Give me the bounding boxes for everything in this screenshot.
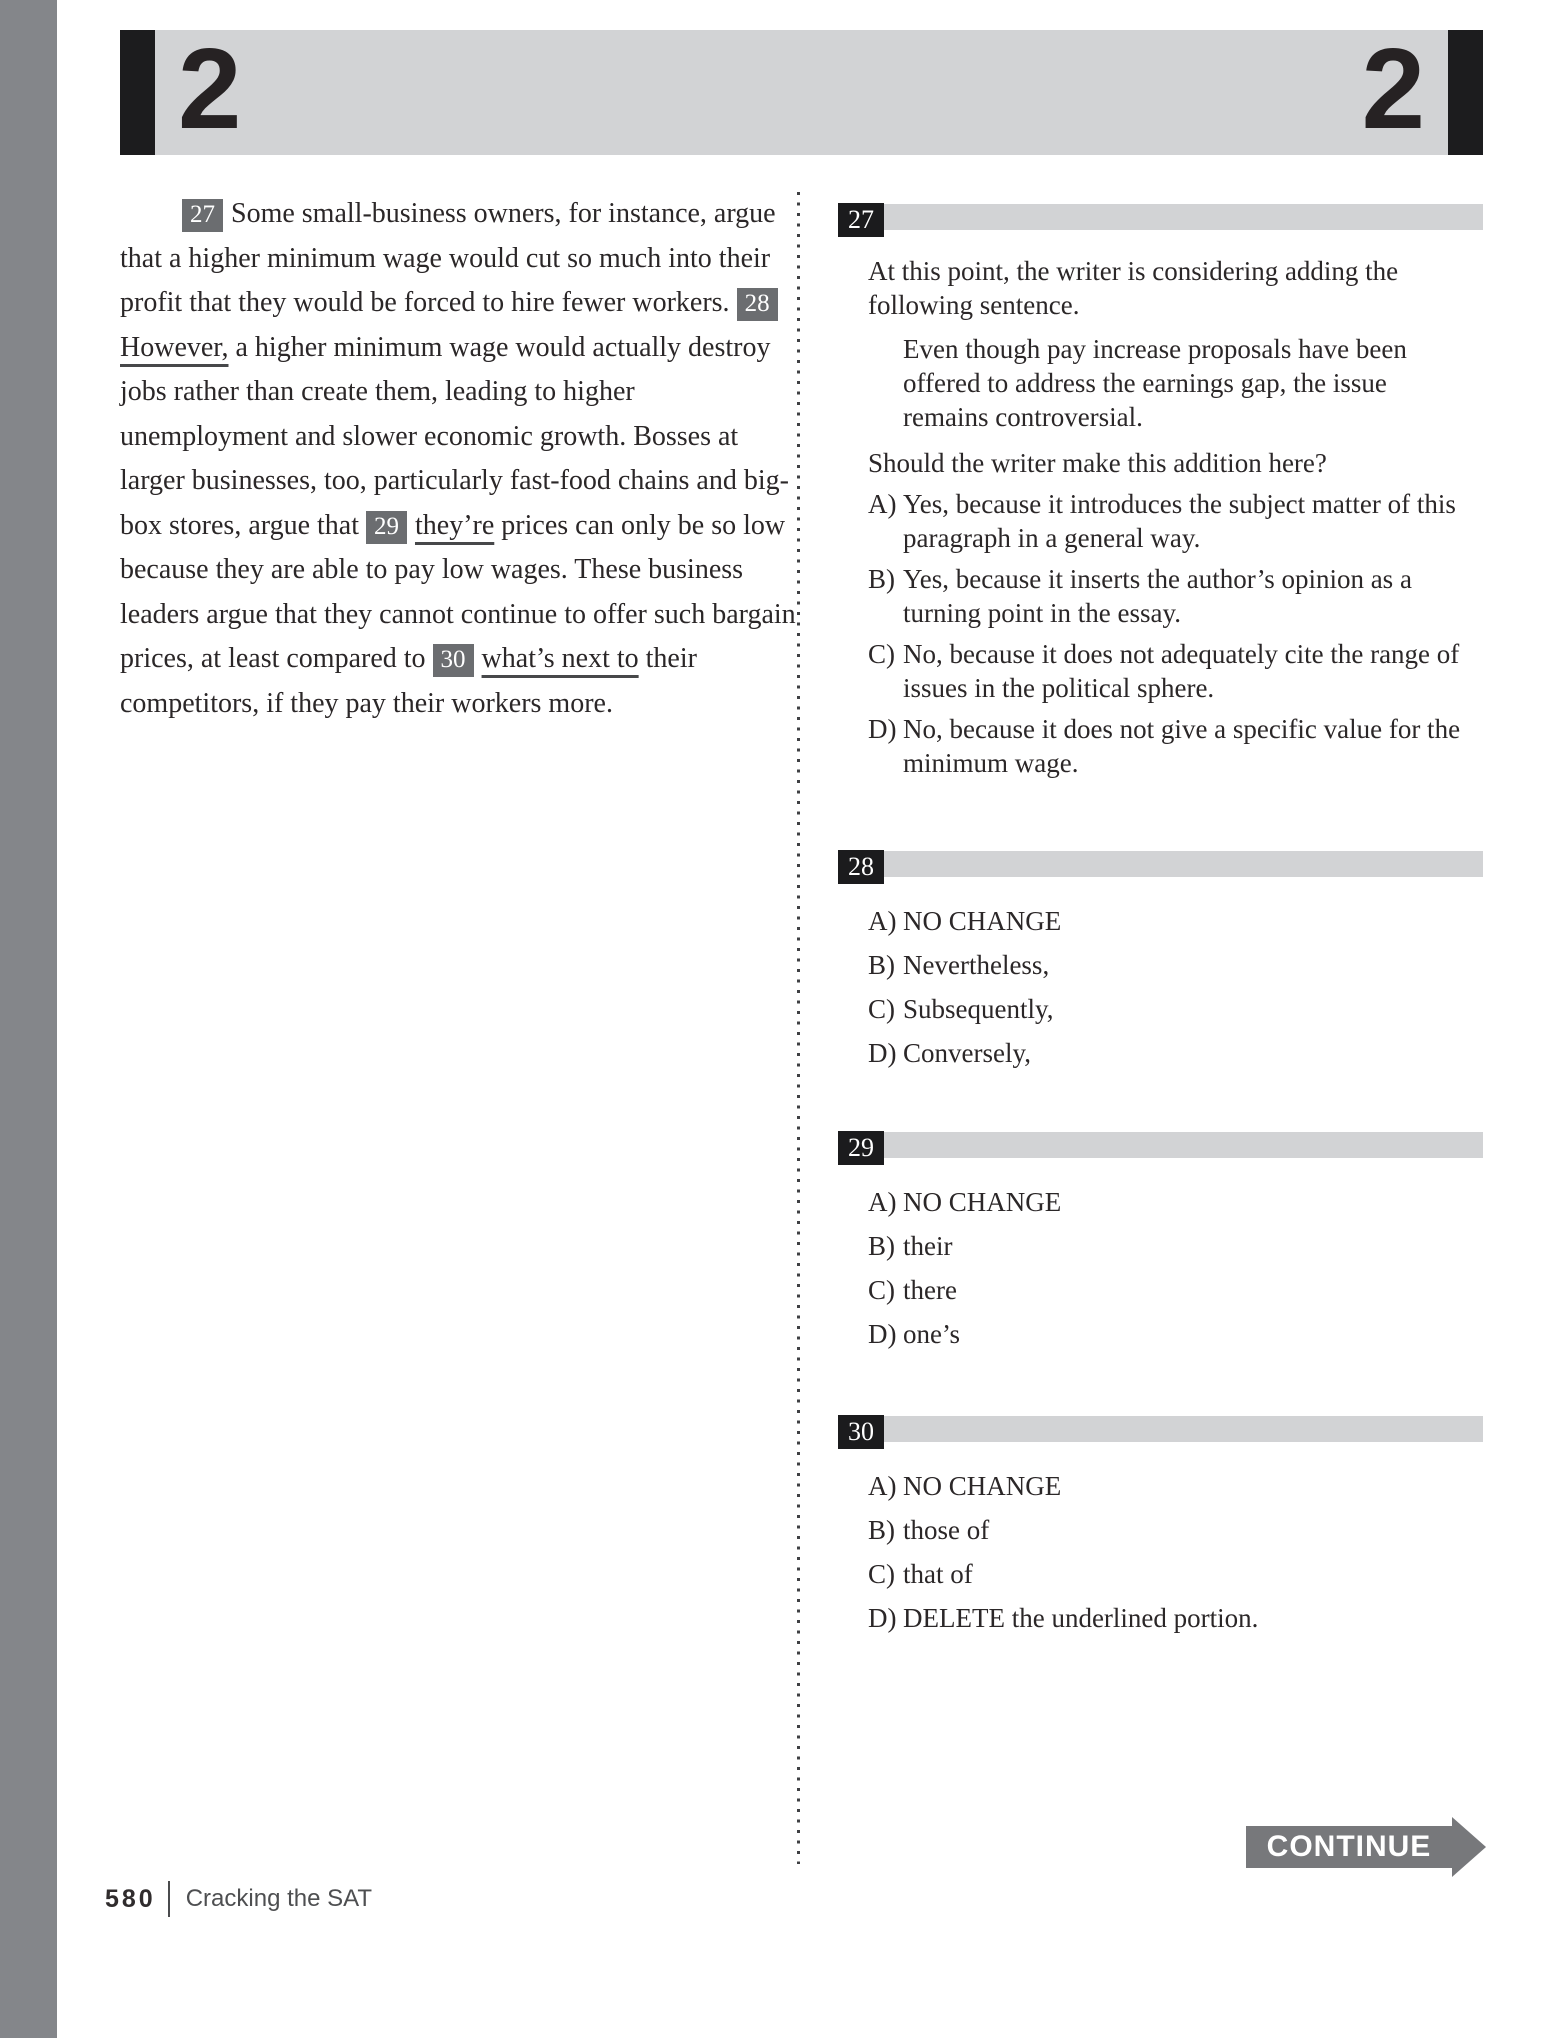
question-number-box: 28 xyxy=(838,850,884,884)
question-header-bar xyxy=(884,1132,1483,1158)
continue-button[interactable] xyxy=(1246,1826,1452,1868)
question-stem: Should the writer make this addition here? xyxy=(868,448,1327,478)
option-text: No, because it does not give a specific value for the minimum wage. xyxy=(903,714,1461,778)
question-number-box: 30 xyxy=(838,1415,884,1449)
header-right-black-bar xyxy=(1448,30,1483,155)
passage-marker-29: 29 xyxy=(366,511,407,544)
answer-options xyxy=(868,1185,1483,1351)
underlined-portion: they’re xyxy=(414,509,495,541)
passage-text xyxy=(120,192,800,726)
option-c[interactable] xyxy=(868,637,1483,705)
question-header-bar xyxy=(884,851,1483,877)
answer-options xyxy=(868,487,1483,780)
section-number-left: 2 xyxy=(178,26,242,153)
option-letter: C) xyxy=(868,1275,895,1305)
question-body xyxy=(838,904,1483,1070)
question-number-box: 27 xyxy=(838,203,884,237)
question-27 xyxy=(838,203,1483,780)
option-a[interactable] xyxy=(868,1185,1483,1219)
option-text: NO CHANGE xyxy=(903,1471,1062,1501)
option-text: their xyxy=(903,1231,953,1261)
option-text: Subsequently, xyxy=(903,994,1054,1024)
question-header-bar xyxy=(884,204,1483,230)
footer-divider xyxy=(168,1881,170,1917)
question-number-box: 29 xyxy=(838,1131,884,1165)
passage-marker-28: 28 xyxy=(737,288,778,321)
question-28 xyxy=(838,850,1483,1070)
question-header xyxy=(838,850,1483,884)
option-text: there xyxy=(903,1275,957,1305)
option-letter: D) xyxy=(868,1038,897,1068)
question-header xyxy=(838,1415,1483,1449)
continue-rect xyxy=(1246,1826,1452,1868)
option-letter: B) xyxy=(868,1231,895,1261)
answer-options xyxy=(868,1469,1483,1635)
option-b[interactable] xyxy=(868,1229,1483,1263)
option-d[interactable] xyxy=(868,1601,1483,1635)
option-text: NO CHANGE xyxy=(903,1187,1062,1217)
question-body xyxy=(838,254,1483,780)
underlined-portion: However, xyxy=(120,331,229,363)
option-letter: D) xyxy=(868,714,897,744)
option-letter: C) xyxy=(868,994,895,1024)
option-letter: A) xyxy=(868,1187,897,1217)
option-a[interactable] xyxy=(868,1469,1483,1503)
section-header xyxy=(120,26,1483,155)
option-text: No, because it does not adequately cite the range of issues in the political sphere. xyxy=(903,639,1460,703)
passage-marker-27: 27 xyxy=(182,199,223,232)
option-letter: A) xyxy=(868,1471,897,1501)
section-number-right: 2 xyxy=(1361,26,1425,153)
option-d[interactable] xyxy=(868,712,1483,780)
option-d[interactable] xyxy=(868,1036,1483,1070)
option-text: DELETE the underlined portion. xyxy=(903,1603,1259,1633)
option-text: those of xyxy=(903,1515,990,1545)
question-body xyxy=(838,1185,1483,1351)
passage-segment: their competitors, if they pay their workers more. xyxy=(120,643,697,719)
question-29 xyxy=(838,1131,1483,1351)
option-c[interactable] xyxy=(868,1557,1483,1591)
option-text: one’s xyxy=(903,1319,960,1349)
option-text: Yes, because it inserts the author’s opinion as a turning point in the essay. xyxy=(903,564,1412,628)
option-text: that of xyxy=(903,1559,973,1589)
passage-segment: a higher minimum wage would actually destroy jobs rather than create them, leading to higher unemployment and slower economic growth. Bosses at larger businesses, too, particularly fast-food chains and big-box stores, argue that xyxy=(120,331,789,541)
option-letter: B) xyxy=(868,564,895,594)
question-30 xyxy=(838,1415,1483,1635)
question-stem: At this point, the writer is considering adding the following sentence. xyxy=(868,256,1399,320)
option-letter: D) xyxy=(868,1319,897,1349)
option-a[interactable] xyxy=(868,487,1483,555)
book-title: Cracking the SAT xyxy=(185,1885,373,1912)
option-letter: B) xyxy=(868,950,895,980)
underlined-portion: what’s next to xyxy=(481,643,639,674)
option-letter: A) xyxy=(868,906,897,936)
question-header xyxy=(838,1131,1483,1165)
option-letter: C) xyxy=(868,1559,895,1589)
option-c[interactable] xyxy=(868,1273,1483,1307)
option-text: Nevertheless, xyxy=(903,950,1050,980)
page-edge-strip xyxy=(0,0,57,2038)
answer-options xyxy=(868,904,1483,1070)
continue-label: CONTINUE xyxy=(1266,1830,1432,1863)
option-b[interactable] xyxy=(868,562,1483,630)
passage-segment: Some small-business owners, for instance, argue that a higher minimum wage would cut so much into their profit that they would be forced to hire fewer workers. xyxy=(120,198,776,318)
question-header-bar xyxy=(884,1416,1483,1442)
option-d[interactable] xyxy=(868,1317,1483,1351)
inserted-sentence-quote: Even though pay increase proposals have been offered to address the earnings gap, the issue remains controversial. xyxy=(903,334,1407,432)
option-b[interactable] xyxy=(868,948,1483,982)
option-text: Yes, because it introduces the subject matter of this paragraph in a general way. xyxy=(903,489,1456,553)
column-divider xyxy=(797,192,800,1864)
option-text: Conversely, xyxy=(903,1038,1031,1068)
option-text: NO CHANGE xyxy=(903,906,1062,936)
question-body xyxy=(838,1469,1483,1635)
continue-arrow-icon xyxy=(1452,1817,1486,1877)
option-b[interactable] xyxy=(868,1513,1483,1547)
option-a[interactable] xyxy=(868,904,1483,938)
passage-segment: prices can only be so low because they are able to pay low wages. These business leaders argue that they cannot continue to offer such bargain prices, at least compared to xyxy=(120,509,796,674)
page-footer xyxy=(105,1881,372,1917)
option-letter: C) xyxy=(868,639,895,669)
option-c[interactable] xyxy=(868,992,1483,1026)
option-letter: B) xyxy=(868,1515,895,1545)
option-letter: D) xyxy=(868,1603,897,1633)
header-left-black-bar xyxy=(120,30,155,155)
page-number: 580 xyxy=(105,1884,156,1913)
option-letter: A) xyxy=(868,489,897,519)
question-header xyxy=(838,203,1483,237)
passage-marker-30: 30 xyxy=(433,644,474,677)
